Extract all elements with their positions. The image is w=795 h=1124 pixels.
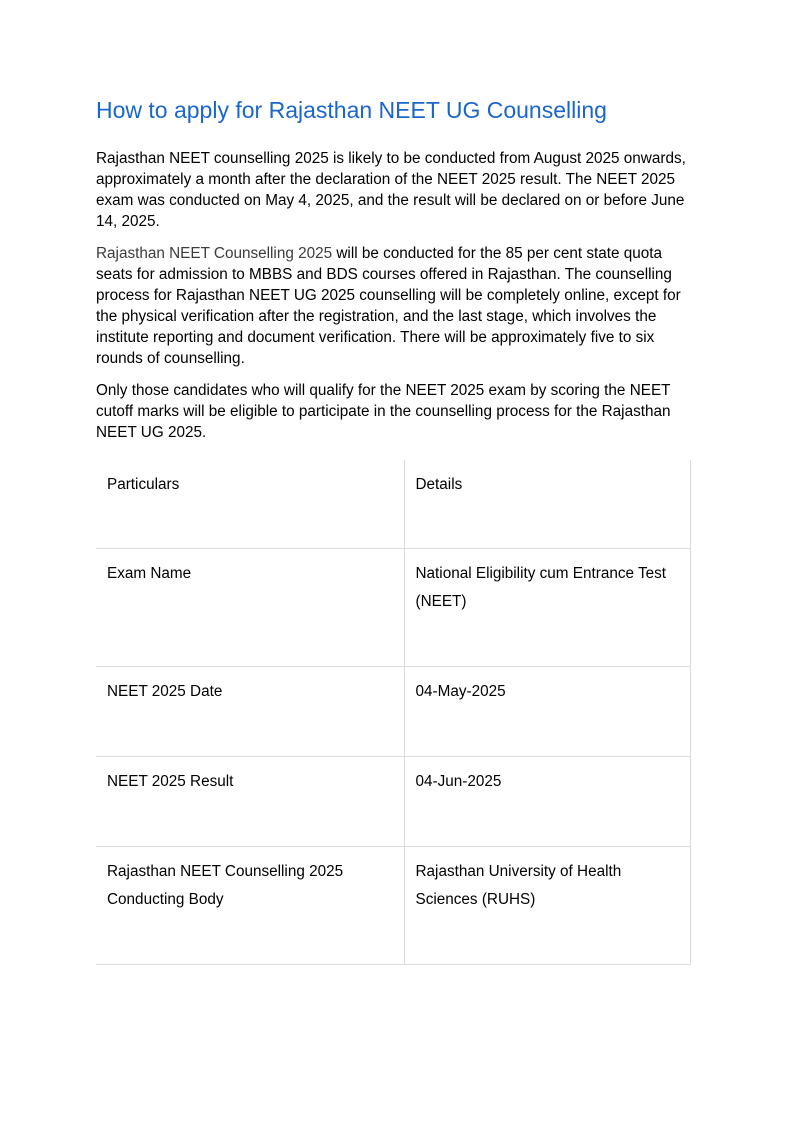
table-cell-label: NEET 2025 Result <box>96 757 404 847</box>
table-row <box>96 667 690 757</box>
details-table <box>96 460 691 965</box>
table-cell-value: National Eligibility cum Entrance Test (NEET) <box>404 549 690 667</box>
table-row <box>96 757 690 847</box>
table-cell-label: Exam Name <box>96 549 404 667</box>
table-row <box>96 549 690 667</box>
intro-paragraph: Rajasthan NEET counselling 2025 is likely to be conducted from August 2025 onwards, approximately a month after the declaration of the NEET 2025 result. The NEET 2025 exam was conducted on May 4, 2025, and the result will be declared on or before June 14, 2025. <box>96 150 686 230</box>
eligibility-paragraph: Only those candidates who will qualify for the NEET 2025 exam by scoring the NEET cutoff marks will be eligible to participate in the counselling process for the Rajasthan NEET UG 2025. <box>96 382 671 441</box>
table-cell-value: 04-Jun-2025 <box>404 757 690 847</box>
page-title: How to apply for Rajasthan NEET UG Counselling <box>96 97 607 123</box>
state-quota-text: will be conducted for the 85 per cent state quota seats for admission to MBBS and BDS courses offered in Rajasthan. The counselling process for Rajasthan NEET UG 2025 counselling will be completely online, except for the physical verification after the registration, and the last stage, which involves the institute reporting and document verification. There will be approximately five to six rounds of counselling. <box>96 245 681 367</box>
counselling-link[interactable]: Rajasthan NEET Counselling 2025 <box>96 245 333 262</box>
table-row <box>96 460 690 549</box>
table-cell-label: Rajasthan NEET Counselling 2025 Conducting Body <box>96 847 404 965</box>
table-cell-label: NEET 2025 Date <box>96 667 404 757</box>
table-row <box>96 847 690 965</box>
table-header-details: Details <box>404 460 690 549</box>
state-quota-paragraph <box>96 243 702 369</box>
article <box>96 92 702 443</box>
table-cell-value: 04-May-2025 <box>404 667 690 757</box>
table-cell-value: Rajasthan University of Health Sciences (RUHS) <box>404 847 690 965</box>
table-header-particulars: Particulars <box>96 460 404 549</box>
